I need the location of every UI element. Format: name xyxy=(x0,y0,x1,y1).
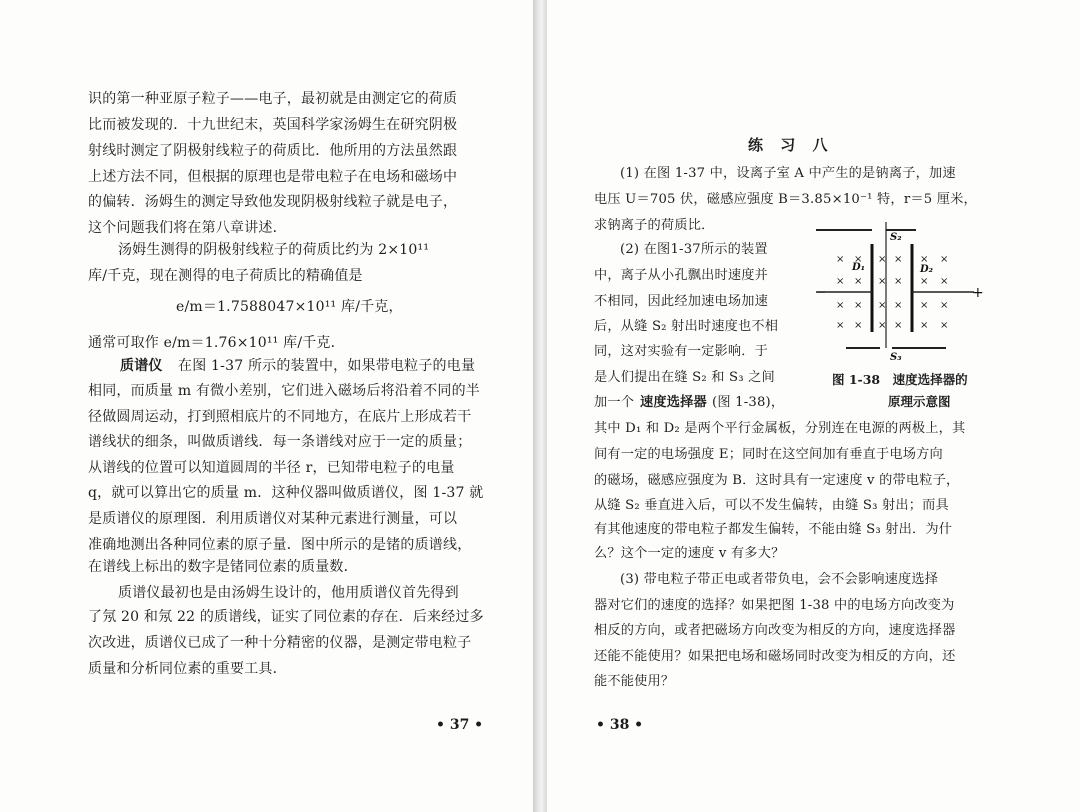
text-line: 电压 U＝705 伏，磁感应强度 B＝3.85×10⁻¹ 特，r＝5 厘米， xyxy=(594,192,977,207)
svg-text:×: × xyxy=(878,254,887,265)
svg-text:×: × xyxy=(894,300,903,311)
velocity-selector-diagram xyxy=(816,222,986,362)
svg-text:×: × xyxy=(940,276,949,287)
text-line: 比而被发现的．十九世纪末，英国科学家汤姆生在研究阴极 xyxy=(88,117,458,133)
label-minus: − xyxy=(816,285,827,299)
svg-text:×: × xyxy=(894,276,903,287)
text-line: 质谱仪最初也是由汤姆生设计的，他用质谱仪首先得到 xyxy=(118,585,459,601)
svg-text:×: × xyxy=(894,254,903,265)
equation: e/m＝1.7588047×10¹¹ 库/千克， xyxy=(176,299,403,315)
text-line: 准确地测出各种同位素的原子量．图中所示的是锗的质谱线， xyxy=(88,537,472,553)
text-line: (3) 带电粒子带正电或者带负电，会不会影响速度选择 xyxy=(620,572,939,587)
label-d2: D₂ xyxy=(920,264,934,275)
text-line: 中，离子从小孔飘出时速度并 xyxy=(594,268,769,283)
figure-caption-line1: 图 1-38 速度选择器的 xyxy=(832,372,968,387)
exercise-heading: 练 习 八 xyxy=(748,136,834,154)
text-line: 谱线状的细条，叫做质谱线．每一条谱线对应于一定的质量； xyxy=(88,434,472,450)
svg-text:×: × xyxy=(940,320,949,331)
svg-text:×: × xyxy=(920,276,929,287)
svg-text:×: × xyxy=(920,320,929,331)
svg-text:×: × xyxy=(836,300,845,311)
text-line: 在图 1-37 所示的装置中，如果带电粒子的电量 xyxy=(178,358,476,374)
text-line: 库/千克，现在测得的电子荷质比的精确值是 xyxy=(88,268,363,284)
svg-text:×: × xyxy=(836,254,845,265)
text-line: (1) 在图 1-37 中，设离子室 A 中产生的是钠离子，加速 xyxy=(620,166,956,181)
svg-text:×: × xyxy=(920,254,929,265)
svg-text:×: × xyxy=(940,254,949,265)
text-line: 其中 D₁ 和 D₂ 是两个平行金属板，分别连在电源的两极上，其 xyxy=(594,421,966,436)
svg-text:×: × xyxy=(854,276,863,287)
svg-text:×: × xyxy=(836,276,845,287)
figure-caption-line2: 原理示意图 xyxy=(888,394,951,409)
svg-text:×: × xyxy=(836,320,845,331)
text-line: 径做圆周运动，打到照相底片的不同地方，在底片上形成若干 xyxy=(88,409,472,425)
text-line: 质量和分析同位素的重要工具． xyxy=(88,661,287,677)
text-line: 能不能使用？ xyxy=(594,674,675,689)
text-line: 不相同，因此经加速电场加速 xyxy=(594,294,769,309)
label-s3: S₃ xyxy=(890,352,902,362)
svg-text:×: × xyxy=(854,320,863,331)
text-line: 识的第一种亚原子粒子——电子，最初就是由测定它的荷质 xyxy=(88,91,458,107)
text-line: 器对它们的速度的选择？如果把图 1-38 中的电场方向改变为 xyxy=(594,598,955,613)
book-gutter xyxy=(533,0,547,812)
text-line: 从谱线的位置可以知道圆周的半径 r，已知带电粒子的电量 xyxy=(88,460,455,476)
text-line: 从缝 S₂ 垂直进入后，可以不发生偏转，由缝 S₃ 射出；而具 xyxy=(594,498,949,513)
svg-text:×: × xyxy=(940,300,949,311)
section-title-mass-spectrometer: 质谱仪 xyxy=(120,358,163,374)
text-line: 的磁场，磁感应强度为 B．这时具有一定速度 v 的带电粒子， xyxy=(594,473,960,488)
text-line: 上述方法不同，但根据的原理也是带电粒子在电场和磁场中 xyxy=(88,169,458,185)
text-line: 还能不能使用？如果把电场和磁场同时改变为相反的方向，还 xyxy=(594,649,956,664)
text-line: (2) 在图1-37所示的装置 xyxy=(620,242,768,257)
text-line: 相反的方向，或者把磁场方向改变为相反的方向，速度选择器 xyxy=(594,623,956,638)
text-line: 通常可取作 e/m＝1.76×10¹¹ 库/千克． xyxy=(88,335,345,351)
text-line: q，就可以算出它的质量 m．这种仪器叫做质谱仪，图 1-37 就 xyxy=(88,485,484,501)
text-line: 汤姆生测得的阴极射线粒子的荷质比约为 2×10¹¹ xyxy=(118,242,430,258)
text-line: 这个问题我们将在第八章讲述． xyxy=(88,220,287,236)
text-line: 是质谱仪的原理图．利用质谱仪对某种元素进行测量，可以 xyxy=(88,511,458,527)
text-line: (图 1-38)， xyxy=(712,395,785,410)
text-line: 后，从缝 S₂ 射出时速度也不相 xyxy=(594,319,779,334)
text-line: 相同，而质量 m 有微小差别，它们进入磁场后将沿着不同的半 xyxy=(88,383,480,399)
svg-text:×: × xyxy=(878,320,887,331)
text-line: 在谱线上标出的数字是锗同位素的质量数． xyxy=(88,559,358,575)
text-line: 么？这个一定的速度 v 有多大？ xyxy=(594,546,785,561)
page-number-right: • 38 • xyxy=(596,717,644,733)
term-velocity-selector: 速度选择器 xyxy=(640,395,707,410)
page-number-left: • 37 • xyxy=(436,717,484,733)
svg-text:×: × xyxy=(854,300,863,311)
text-line: 了氖 20 和氖 22 的质谱线，证实了同位素的存在．后来经过多 xyxy=(88,609,484,625)
svg-text:×: × xyxy=(920,300,929,311)
text-line: 间有一定的电场强度 E；同时在这空间加有垂直于电场方向 xyxy=(594,447,943,462)
text-line: 求钠离子的荷质比． xyxy=(594,218,715,233)
label-plus: + xyxy=(972,285,984,301)
text-line: 射线时测定了阴极射线粒子的荷质比．他所用的方法虽然跟 xyxy=(88,143,458,159)
text-line: 的偏转．汤姆生的测定导致他发现阴极射线粒子就是电子， xyxy=(88,194,458,210)
text-line: 次改进，质谱仪已成了一种十分精密的仪器，是测定带电粒子 xyxy=(88,635,472,651)
text-line: 是人们提出在缝 S₂ 和 S₃ 之间 xyxy=(594,370,775,385)
label-s2: S₂ xyxy=(890,232,902,243)
text-line: 同，这对实验有一定影响．于 xyxy=(594,344,769,359)
text-line: 加一个 xyxy=(594,395,635,410)
svg-text:×: × xyxy=(878,276,887,287)
text-line: 有其他速度的带电粒子都发生偏转，不能由缝 S₃ 射出．为什 xyxy=(594,522,953,537)
label-d1: D₁ xyxy=(852,262,866,273)
svg-text:×: × xyxy=(878,300,887,311)
svg-text:×: × xyxy=(894,320,903,331)
svg-text:×: × xyxy=(854,254,863,265)
